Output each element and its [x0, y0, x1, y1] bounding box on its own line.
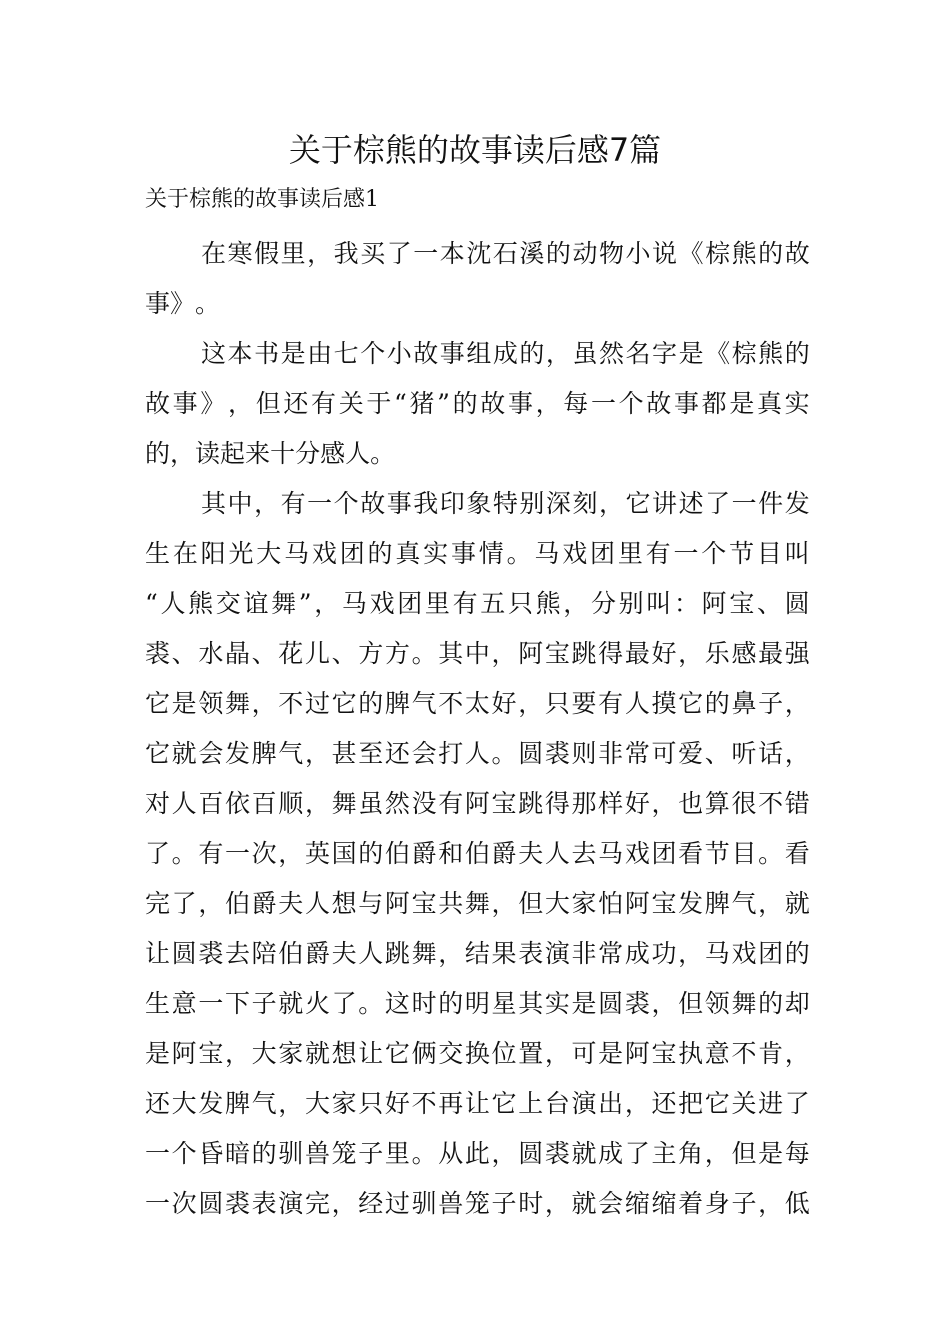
section-heading: 关于棕熊的故事读后感1 — [145, 187, 379, 212]
text-line: 在 寒 假 里 ， 我 买 了 一 本 沈 石 溪 的 动 物 小 说 《 棕 熊 的 故 — [201, 239, 810, 268]
text-line: 生 意 一 下 子 就 火 了 。 这 时 的 明 星 其 实 是 圆 裘 ， 但 领 舞 的 却 — [145, 989, 810, 1018]
text-line: 对 人 百 依 百 顺 ， 舞 虽 然 没 有 阿 宝 跳 得 那 样 好 ， 也 算 很 不 错 — [145, 789, 810, 818]
text-line: 生 在 阳 光 大 马 戏 团 的 真 实 事 情 。 马 戏 团 里 有 一 个 节 目 叫 — [145, 539, 810, 568]
text-line: 一 个 昏 暗 的 驯 兽 笼 子 里 。 从 此 ， 圆 裘 就 成 了 主 角 ， 但 是 每 — [145, 1139, 810, 1168]
text-line: 它 就 会 发 脾 气 ， 甚 至 还 会 打 人 。 圆 裘 则 非 常 可 爱 、 听 话 ， — [145, 739, 810, 768]
text-line: 一 次 圆 裘 表 演 完 ， 经 过 驯 兽 笼 子 时 ， 就 会 缩 缩 着 身 子 ， 低 — [145, 1189, 810, 1218]
text-line: 它 是 领 舞 ， 不 过 它 的 脾 气 不 太 好 ， 只 要 有 人 摸 它 的 鼻 子 ， — [145, 689, 810, 718]
text-line: 还 大 发 脾 气 ， 大 家 只 好 不 再 让 它 上 台 演 出 ， 还 把 它 关 进 了 — [145, 1089, 810, 1118]
text-line: 故 事 》 ， 但 还 有 关 于 “ 猪 ” 的 故 事 ， 每 一 个 故 事 都 是 真 实 — [145, 389, 810, 418]
text-line: 是 阿 宝 ， 大 家 就 想 让 它 俩 交 换 位 置 ， 可 是 阿 宝 执 意 不 肯 ， — [145, 1039, 810, 1068]
text-line: “ 人 熊 交 谊 舞 ” ， 马 戏 团 里 有 五 只 熊 ， 分 别 叫 ： 阿 宝 、 圆 — [145, 589, 810, 618]
text-line: 的 ， 读 起 来 十 分 感 人 。 — [145, 439, 396, 468]
text-line: 了 。 有 一 次 ， 英 国 的 伯 爵 和 伯 爵 夫 人 去 马 戏 团 看 节 目 。 看 — [145, 839, 810, 868]
text-line: 事 》 。 — [145, 289, 221, 318]
body-text — [145, 229, 810, 1229]
text-line: 完 了 ， 伯 爵 夫 人 想 与 阿 宝 共 舞 ， 但 大 家 怕 阿 宝 发 脾 气 ， 就 — [145, 889, 810, 918]
text-line: 裘 、 水 晶 、 花 儿 、 方 方 。 其 中 ， 阿 宝 跳 得 最 好 ， 乐 感 最 强 — [145, 639, 810, 668]
document-title: 关于棕熊的故事读后感7篇 — [288, 131, 662, 169]
text-line: 其 中 ， 有 一 个 故 事 我 印 象 特 别 深 刻 ， 它 讲 述 了 一 件 发 — [201, 489, 810, 518]
text-line: 这 本 书 是 由 七 个 小 故 事 组 成 的 ， 虽 然 名 字 是 《 棕 熊 的 — [201, 339, 810, 368]
text-line: 让 圆 裘 去 陪 伯 爵 夫 人 跳 舞 ， 结 果 表 演 非 常 成 功 ， 马 戏 团 的 — [145, 939, 810, 968]
